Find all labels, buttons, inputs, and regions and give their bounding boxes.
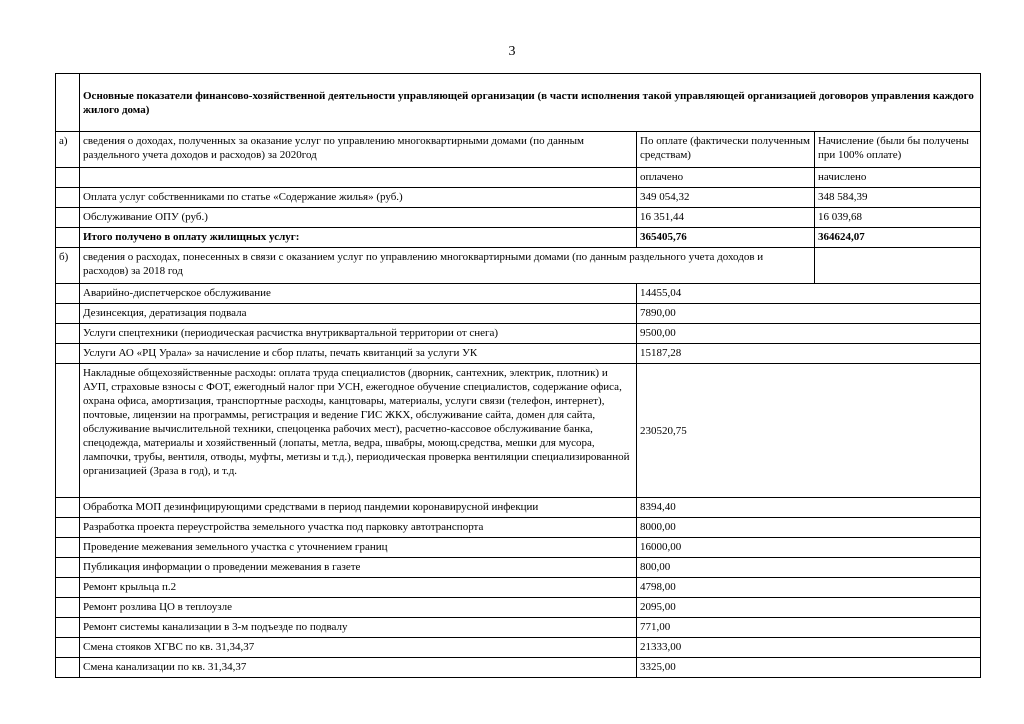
expense-value: 14455,04 [637, 284, 981, 304]
section-a-index: а) [56, 132, 80, 168]
section-b-row [56, 248, 981, 284]
expense-label: Публикация информации о проведении межевания в газете [80, 558, 637, 578]
expense-value: 800,00 [637, 558, 981, 578]
col-paid-header: По оплате (фактически полученным средствам) [637, 132, 815, 168]
sub-accrued-label: начислено [815, 168, 981, 188]
expense-label: Смена канализации по кв. 31,34,37 [80, 658, 637, 678]
expense-row [56, 324, 981, 344]
expense-label: Разработка проекта переустройства земельного участка под парковку автотранспорта [80, 518, 637, 538]
expense-label: Ремонт системы канализации в 3-м подъезде по подвалу [80, 618, 637, 638]
expense-row [56, 538, 981, 558]
report-title: Основные показатели финансово-хозяйственной деятельности управляющей организации (в части исполнения такой управляющей организацией договоров управления каждого жилого дома) [80, 74, 981, 132]
expense-value: 4798,00 [637, 578, 981, 598]
section-a-row [56, 132, 981, 168]
header-index-cell [56, 74, 80, 132]
expense-row [56, 304, 981, 324]
expense-row [56, 578, 981, 598]
expense-label: Обработка МОП дезинфицирующими средствами в период пандемии коронавирусной инфекции [80, 498, 637, 518]
financial-report-table [55, 73, 981, 678]
income-total-accrued: 364624,07 [815, 228, 981, 248]
section-a-subheader-row [56, 168, 981, 188]
income-total-row [56, 228, 981, 248]
expense-value: 230520,75 [637, 364, 981, 498]
expense-value: 15187,28 [637, 344, 981, 364]
expense-label: Услуги АО «РЦ Урала» за начисление и сбор платы, печать квитанций за услуги УК [80, 344, 637, 364]
section-b-description: сведения о расходах, понесенных в связи с оказанием услуг по управлению многоквартирными домами (по данным раздельного учета доходов и расходов) за 2018 год [80, 248, 815, 284]
expense-row [56, 618, 981, 638]
section-a-description: сведения о доходах, полученных за оказание услуг по управлению многоквартирными домами (по данным раздельного учета доходов и расходов) за 2020год [80, 132, 637, 168]
income-total-label: Итого получено в оплату жилищных услуг: [80, 228, 637, 248]
expense-label: Накладные общехозяйственные расходы: оплата труда специалистов (дворник, сантехник, электрик, плотник) и АУП, страховые взносы с ФОТ, ежегодный налог при УСН, ежегодное обучение специалистов, содержание офиса, охрана офиса, амортизация, транспортные расходы, канцтовары, материалы, услуги связи (телефон, интернет), почтовые, лицензии на программы, регистрация и ведение ГИС ЖКХ, обслуживание сайта, домен для сайта, обслуживание вычислительной техники, спецоценка рабочих мест), расчетно-кассовое обслуживание банка, спецодежда, материалы и хозяйственный (лопаты, метла, ведра, швабры, моющ.средства, мешки для мусора, лампочки, трубы, вентиля, отводы, муфты, метизы и т.д.), периодическая проверка вентиляции специализированной организацией (3раза в год), и т.д. [80, 364, 637, 498]
expense-value: 7890,00 [637, 304, 981, 324]
expense-row [56, 598, 981, 618]
expense-value: 3325,00 [637, 658, 981, 678]
income-paid: 349 054,32 [637, 188, 815, 208]
expense-value: 21333,00 [637, 638, 981, 658]
income-total-paid: 365405,76 [637, 228, 815, 248]
expense-value: 771,00 [637, 618, 981, 638]
expense-label: Проведение межевания земельного участка с уточнением границ [80, 538, 637, 558]
expense-label: Аварийно-диспетчерское обслуживание [80, 284, 637, 304]
expense-label: Дезинсекция, дератизация подвала [80, 304, 637, 324]
page-number: 3 [508, 44, 516, 59]
expense-value: 9500,00 [637, 324, 981, 344]
income-row [56, 208, 981, 228]
section-b-index: б) [56, 248, 80, 284]
expense-value: 2095,00 [637, 598, 981, 618]
income-label: Оплата услуг собственниками по статье «Содержание жилья» (руб.) [80, 188, 637, 208]
expense-row [56, 498, 981, 518]
header-row [56, 74, 981, 132]
expense-value: 8394,40 [637, 498, 981, 518]
income-accrued: 16 039,68 [815, 208, 981, 228]
income-row [56, 188, 981, 208]
sub-paid-label: оплачено [637, 168, 815, 188]
expense-row [56, 658, 981, 678]
expense-value: 16000,00 [637, 538, 981, 558]
expense-row-overhead [56, 364, 981, 498]
expense-row [56, 558, 981, 578]
col-accrued-header: Начисление (были бы получены при 100% оплате) [815, 132, 981, 168]
expense-row [56, 518, 981, 538]
income-label: Обслуживание ОПУ (руб.) [80, 208, 637, 228]
expense-row [56, 638, 981, 658]
expense-row [56, 344, 981, 364]
expense-label: Ремонт розлива ЦО в теплоузле [80, 598, 637, 618]
expense-label: Смена стояков ХГВС по кв. 31,34,37 [80, 638, 637, 658]
income-paid: 16 351,44 [637, 208, 815, 228]
expense-label: Ремонт крыльца п.2 [80, 578, 637, 598]
income-accrued: 348 584,39 [815, 188, 981, 208]
expense-value: 8000,00 [637, 518, 981, 538]
expense-row [56, 284, 981, 304]
expense-label: Услуги спецтехники (периодическая расчистка внутриквартальной территории от снега) [80, 324, 637, 344]
